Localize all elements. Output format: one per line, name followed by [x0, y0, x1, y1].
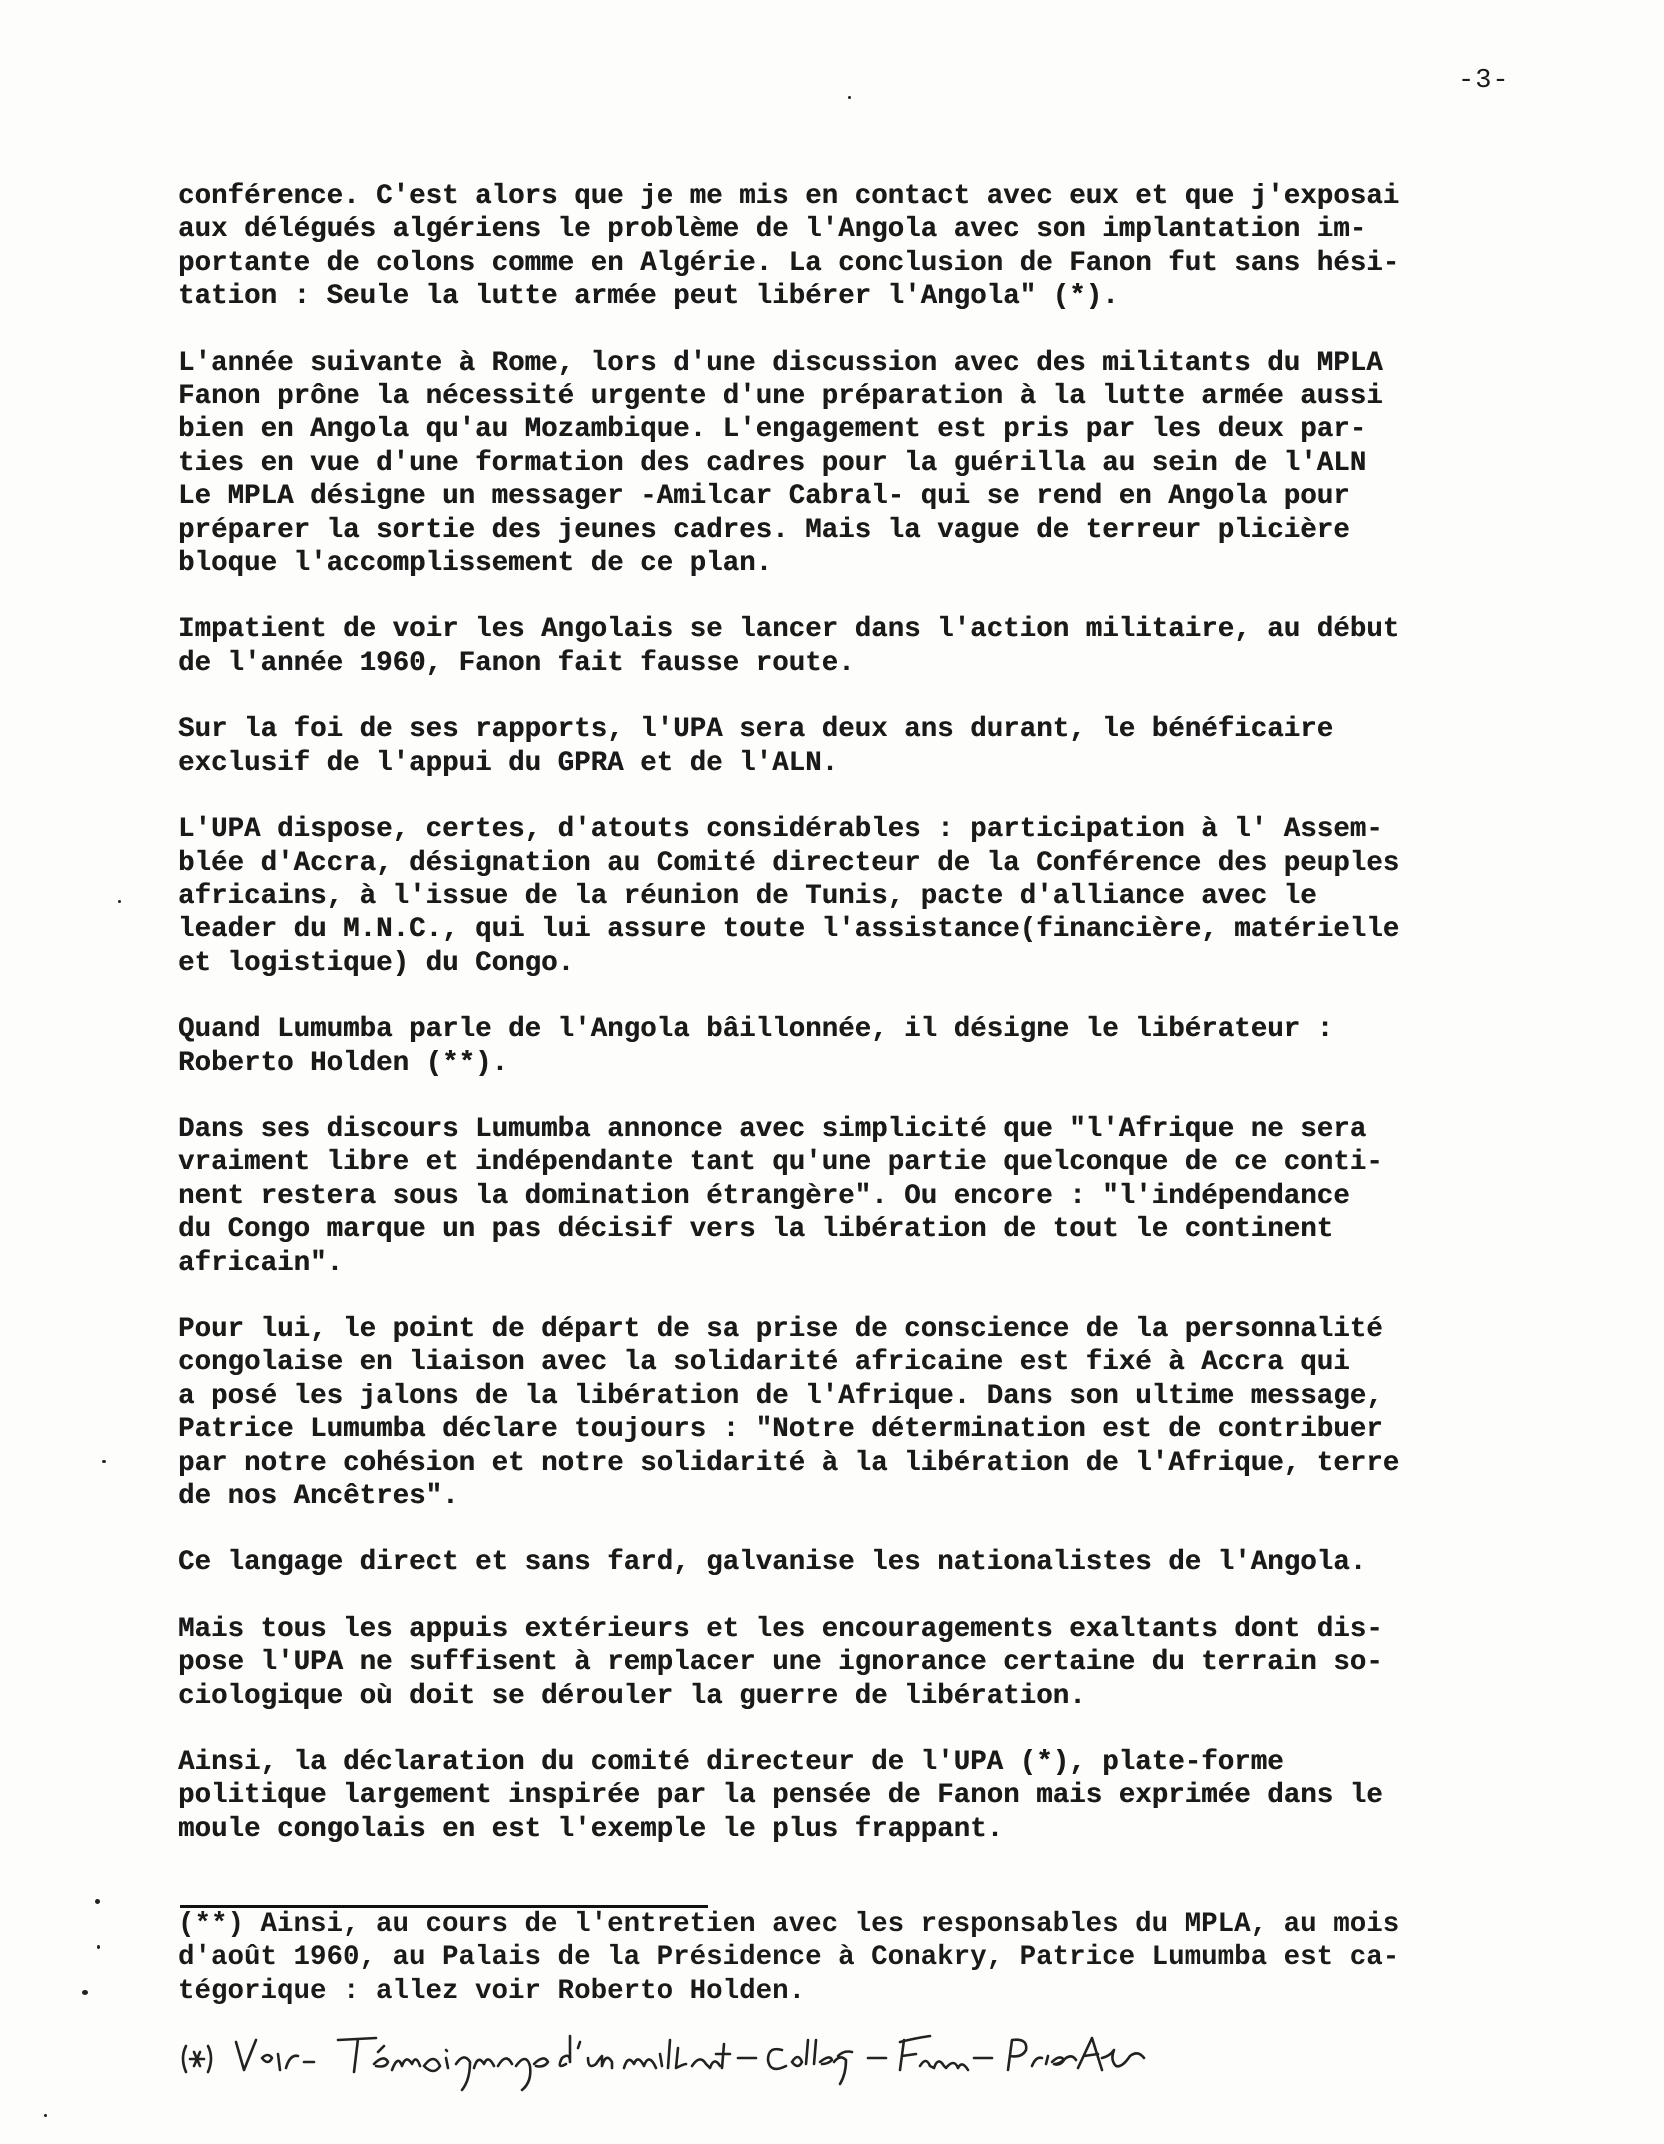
paragraph-1: conférence. C'est alors que je me mis en contact avec eux et que j'exposai aux délégués algériens le problème de l'Angola avec son implantation im- portante de colons comme en Algérie. La conclusion de Fanon fut sans hési- tation : Seule la lutte armée peut libérer l'Angola" (*).	[178, 181, 1400, 313]
handwritten-note	[178, 2028, 1178, 2098]
paragraph-7: Dans ses discours Lumumba annonce avec simplicité que "l'Afrique ne sera vraiment libre et indépendante tant qu'une partie quelconque de ce conti- nent restera sous la domination étrangère". Ou encore : "l'indépendance du Congo marque un pas décisif vers la libération de tout le continent africain".	[178, 1113, 1383, 1279]
scan-speck	[848, 96, 851, 99]
paragraph-11: Ainsi, la déclaration du comité directeur de l'UPA (*), plate-forme politique largement inspirée par la pensée de Fanon mais exprimée dans le moule congolais en est l'exemple le plus frappant.	[178, 1747, 1383, 1845]
scan-speck	[95, 1899, 100, 1904]
paragraph-3: Impatient de voir les Angolais se lancer dans l'action militaire, au début de l'année 1960, Fanon fait fausse route.	[178, 614, 1400, 679]
body-text	[178, 180, 1638, 1879]
scan-speck	[82, 1990, 88, 1995]
paragraph-2: L'année suivante à Rome, lors d'une discussion avec des militants du MPLA Fanon prône la nécessité urgente d'une préparation à la lutte armée aussi bien en Angola qu'au Mozambique. L'engagement est pris par les deux par- ties en vue d'une formation des cadres pour la guérilla au sein de l'ALN Le MPLA désigne un messager -Amilcar Cabral- qui se rend en Angola pour préparer la sortie des jeunes cadres. Mais la vague de terreur plicière bloque l'accomplissement de ce plan.	[178, 347, 1383, 580]
paragraph-9: Ce langage direct et sans fard, galvanise les nationalistes de l'Angola.	[178, 1547, 1367, 1579]
paragraph-6: Quand Lumumba parle de l'Angola bâillonnée, il désigne le libérateur : Roberto Holden (**).	[178, 1014, 1334, 1079]
footnote: (**) Ainsi, au cours de l'entretien avec les responsables du MPLA, au mois d'août 1960, au Palais de la Présidence à Conakry, Patrice Lumumba est ca- tégorique : allez voir Roberto Holden.	[178, 1909, 1400, 2007]
paragraph-8: Pour lui, le point de départ de sa prise de conscience de la personnalité congolaise en liaison avec la solidarité africaine est fixé à Accra qui a posé les jalons de la libération de l'Afrique. Dans son ultime message, Patrice Lumumba déclare toujours : "Notre détermination est de contribuer par notre cohésion et notre solidarité à la libération de l'Afrique, terre de nos Ancêtres".	[178, 1313, 1400, 1512]
scan-speck	[44, 2114, 47, 2117]
page-number: -3-	[1458, 66, 1510, 96]
scan-speck	[118, 900, 121, 903]
paragraph-4: Sur la foi de ses rapports, l'UPA sera deux ans durant, le bénéficaire exclusif de l'appui du GPRA et de l'ALN.	[178, 714, 1334, 779]
scan-speck	[102, 1460, 106, 1463]
paragraph-5: L'UPA dispose, certes, d'atouts considérables : participation à l' Assem- blée d'Accra, désignation au Comité directeur de la Conférence des peuples africains, à l'issue de la réunion de Tunis, pacte d'alliance avec le leader du M.N.C., qui lui assure toute l'assistance(financière, matérielle et logistique) du Congo.	[178, 814, 1400, 979]
handwritten-scribble	[178, 2028, 1178, 2098]
paragraph-10: Mais tous les appuis extérieurs et les encouragements exaltants dont dis- pose l'UPA ne suffisent à remplacer une ignorance certaine du terrain so- ciologique où doit se dérouler la guerre de libération.	[178, 1613, 1383, 1712]
scan-speck	[97, 1945, 100, 1949]
